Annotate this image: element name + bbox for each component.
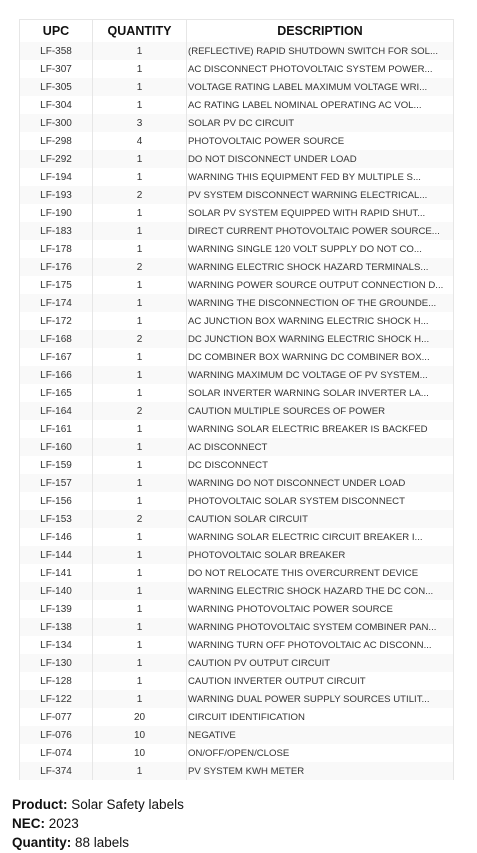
cell-description: CAUTION INVERTER OUTPUT CIRCUIT [187,672,454,690]
cell-upc: LF-193 [20,186,93,204]
cell-quantity: 1 [93,366,187,384]
cell-description: CAUTION PV OUTPUT CIRCUIT [187,654,454,672]
cell-upc: LF-161 [20,420,93,438]
cell-quantity: 1 [93,294,187,312]
cell-quantity: 1 [93,348,187,366]
cell-description: DIRECT CURRENT PHOTOVOLTAIC POWER SOURCE... [187,222,454,240]
table-row [20,474,454,492]
product-row [12,795,184,814]
cell-upc: LF-130 [20,654,93,672]
cell-quantity: 1 [93,168,187,186]
labels-table-container [19,19,453,780]
cell-quantity: 1 [93,204,187,222]
cell-upc: LF-167 [20,348,93,366]
cell-upc: LF-298 [20,132,93,150]
cell-upc: LF-164 [20,402,93,420]
table-row [20,240,454,258]
cell-description: PHOTOVOLTAIC SOLAR SYSTEM DISCONNECT [187,492,454,510]
cell-quantity: 1 [93,564,187,582]
cell-upc: LF-176 [20,258,93,276]
table-row [20,96,454,114]
quantity-row [12,833,184,852]
cell-description: SOLAR PV DC CIRCUIT [187,114,454,132]
quantity-value: 88 labels [75,835,130,850]
header-upc: UPC [20,20,93,43]
table-row [20,348,454,366]
cell-quantity: 1 [93,618,187,636]
cell-upc: LF-076 [20,726,93,744]
cell-upc: LF-157 [20,474,93,492]
table-row [20,582,454,600]
cell-upc: LF-138 [20,618,93,636]
table-row [20,402,454,420]
cell-upc: LF-166 [20,366,93,384]
cell-description: PHOTOVOLTAIC SOLAR BREAKER [187,546,454,564]
cell-description: WARNING DO NOT DISCONNECT UNDER LOAD [187,474,454,492]
table-row [20,222,454,240]
cell-quantity: 2 [93,186,187,204]
cell-upc: LF-146 [20,528,93,546]
cell-upc: LF-190 [20,204,93,222]
cell-description: ON/OFF/OPEN/CLOSE [187,744,454,762]
cell-upc: LF-172 [20,312,93,330]
cell-description: AC JUNCTION BOX WARNING ELECTRIC SHOCK H... [187,312,454,330]
cell-upc: LF-128 [20,672,93,690]
table-row [20,528,454,546]
cell-upc: LF-374 [20,762,93,780]
cell-description: WARNING SOLAR ELECTRIC BREAKER IS BACKFED [187,420,454,438]
table-row [20,114,454,132]
nec-label: NEC: [12,816,45,831]
table-row [20,600,454,618]
table-row [20,186,454,204]
cell-upc: LF-156 [20,492,93,510]
table-row [20,78,454,96]
cell-quantity: 1 [93,600,187,618]
cell-quantity: 2 [93,510,187,528]
table-row [20,276,454,294]
cell-upc: LF-122 [20,690,93,708]
cell-quantity: 10 [93,726,187,744]
table-row [20,618,454,636]
cell-description: AC RATING LABEL NOMINAL OPERATING AC VOL... [187,96,454,114]
cell-description: DO NOT DISCONNECT UNDER LOAD [187,150,454,168]
cell-quantity: 10 [93,744,187,762]
cell-upc: LF-178 [20,240,93,258]
cell-quantity: 2 [93,258,187,276]
cell-description: DC JUNCTION BOX WARNING ELECTRIC SHOCK H... [187,330,454,348]
cell-upc: LF-140 [20,582,93,600]
table-row [20,294,454,312]
cell-description: CIRCUIT IDENTIFICATION [187,708,454,726]
cell-quantity: 1 [93,672,187,690]
cell-upc: LF-074 [20,744,93,762]
cell-quantity: 2 [93,402,187,420]
cell-upc: LF-304 [20,96,93,114]
cell-description: WARNING THE DISCONNECTION OF THE GROUNDE... [187,294,454,312]
cell-quantity: 1 [93,582,187,600]
table-row [20,564,454,582]
cell-description: WARNING TURN OFF PHOTOVOLTAIC AC DISCONN... [187,636,454,654]
table-row [20,150,454,168]
cell-quantity: 1 [93,42,187,60]
table-row [20,492,454,510]
cell-upc: LF-307 [20,60,93,78]
cell-quantity: 1 [93,420,187,438]
cell-description: CAUTION SOLAR CIRCUIT [187,510,454,528]
cell-quantity: 1 [93,240,187,258]
table-body [20,42,454,780]
cell-description: (REFLECTIVE) RAPID SHUTDOWN SWITCH FOR SOL... [187,42,454,60]
table-row [20,438,454,456]
cell-upc: LF-139 [20,600,93,618]
cell-quantity: 1 [93,96,187,114]
cell-description: DC DISCONNECT [187,456,454,474]
cell-quantity: 1 [93,438,187,456]
cell-quantity: 1 [93,312,187,330]
cell-description: WARNING SINGLE 120 VOLT SUPPLY DO NOT CO... [187,240,454,258]
cell-quantity: 1 [93,456,187,474]
product-value: Solar Safety labels [71,797,184,812]
product-label: Product: [12,797,68,812]
cell-description: WARNING POWER SOURCE OUTPUT CONNECTION D... [187,276,454,294]
cell-quantity: 1 [93,222,187,240]
table-row [20,168,454,186]
cell-upc: LF-168 [20,330,93,348]
table-row [20,420,454,438]
cell-description: SOLAR PV SYSTEM EQUIPPED WITH RAPID SHUT... [187,204,454,222]
table-row [20,546,454,564]
table-row [20,690,454,708]
cell-quantity: 1 [93,690,187,708]
cell-quantity: 3 [93,114,187,132]
cell-quantity: 1 [93,150,187,168]
cell-description: VOLTAGE RATING LABEL MAXIMUM VOLTAGE WRI... [187,78,454,96]
cell-upc: LF-160 [20,438,93,456]
cell-description: WARNING ELECTRIC SHOCK HAZARD THE DC CON... [187,582,454,600]
cell-description: WARNING DUAL POWER SUPPLY SOURCES UTILIT... [187,690,454,708]
cell-description: AC DISCONNECT PHOTOVOLTAIC SYSTEM POWER... [187,60,454,78]
table-row [20,60,454,78]
table-row [20,708,454,726]
labels-table [19,19,454,780]
cell-quantity: 1 [93,492,187,510]
cell-upc: LF-144 [20,546,93,564]
table-row [20,672,454,690]
cell-description: WARNING PHOTOVOLTAIC SYSTEM COMBINER PAN... [187,618,454,636]
cell-description: PV SYSTEM KWH METER [187,762,454,780]
cell-description: NEGATIVE [187,726,454,744]
cell-quantity: 1 [93,276,187,294]
cell-quantity: 1 [93,60,187,78]
cell-quantity: 20 [93,708,187,726]
cell-upc: LF-175 [20,276,93,294]
table-header-row [20,20,454,43]
cell-upc: LF-183 [20,222,93,240]
table-row [20,258,454,276]
cell-upc: LF-358 [20,42,93,60]
cell-quantity: 1 [93,636,187,654]
cell-upc: LF-134 [20,636,93,654]
cell-quantity: 1 [93,528,187,546]
cell-description: WARNING SOLAR ELECTRIC CIRCUIT BREAKER I... [187,528,454,546]
cell-description: PV SYSTEM DISCONNECT WARNING ELECTRICAL... [187,186,454,204]
cell-upc: LF-194 [20,168,93,186]
cell-quantity: 1 [93,384,187,402]
product-info [12,795,184,852]
cell-description: PHOTOVOLTAIC POWER SOURCE [187,132,454,150]
table-row [20,744,454,762]
cell-upc: LF-300 [20,114,93,132]
cell-description: CAUTION MULTIPLE SOURCES OF POWER [187,402,454,420]
nec-value: 2023 [48,816,79,831]
cell-quantity: 1 [93,474,187,492]
cell-description: WARNING ELECTRIC SHOCK HAZARD TERMINALS... [187,258,454,276]
table-row [20,204,454,222]
table-row [20,510,454,528]
cell-upc: LF-305 [20,78,93,96]
table-row [20,654,454,672]
cell-description: DO NOT RELOCATE THIS OVERCURRENT DEVICE [187,564,454,582]
cell-quantity: 1 [93,78,187,96]
header-quantity: QUANTITY [93,20,187,43]
cell-description: WARNING MAXIMUM DC VOLTAGE OF PV SYSTEM... [187,366,454,384]
table-row [20,384,454,402]
cell-quantity: 2 [93,330,187,348]
cell-upc: LF-153 [20,510,93,528]
table-row [20,366,454,384]
cell-upc: LF-174 [20,294,93,312]
table-row [20,762,454,780]
cell-quantity: 4 [93,132,187,150]
cell-quantity: 1 [93,762,187,780]
cell-description: WARNING PHOTOVOLTAIC POWER SOURCE [187,600,454,618]
cell-upc: LF-159 [20,456,93,474]
nec-row [12,814,184,833]
cell-upc: LF-141 [20,564,93,582]
quantity-label: Quantity: [12,835,72,850]
table-row [20,132,454,150]
cell-description: SOLAR INVERTER WARNING SOLAR INVERTER LA... [187,384,454,402]
header-description: DESCRIPTION [187,20,454,43]
table-row [20,42,454,60]
cell-quantity: 1 [93,546,187,564]
cell-upc: LF-292 [20,150,93,168]
cell-quantity: 1 [93,654,187,672]
table-row [20,636,454,654]
cell-description: DC COMBINER BOX WARNING DC COMBINER BOX... [187,348,454,366]
cell-description: AC DISCONNECT [187,438,454,456]
cell-description: WARNING THIS EQUIPMENT FED BY MULTIPLE S... [187,168,454,186]
table-row [20,456,454,474]
table-row [20,726,454,744]
table-row [20,312,454,330]
table-row [20,330,454,348]
cell-upc: LF-077 [20,708,93,726]
cell-upc: LF-165 [20,384,93,402]
